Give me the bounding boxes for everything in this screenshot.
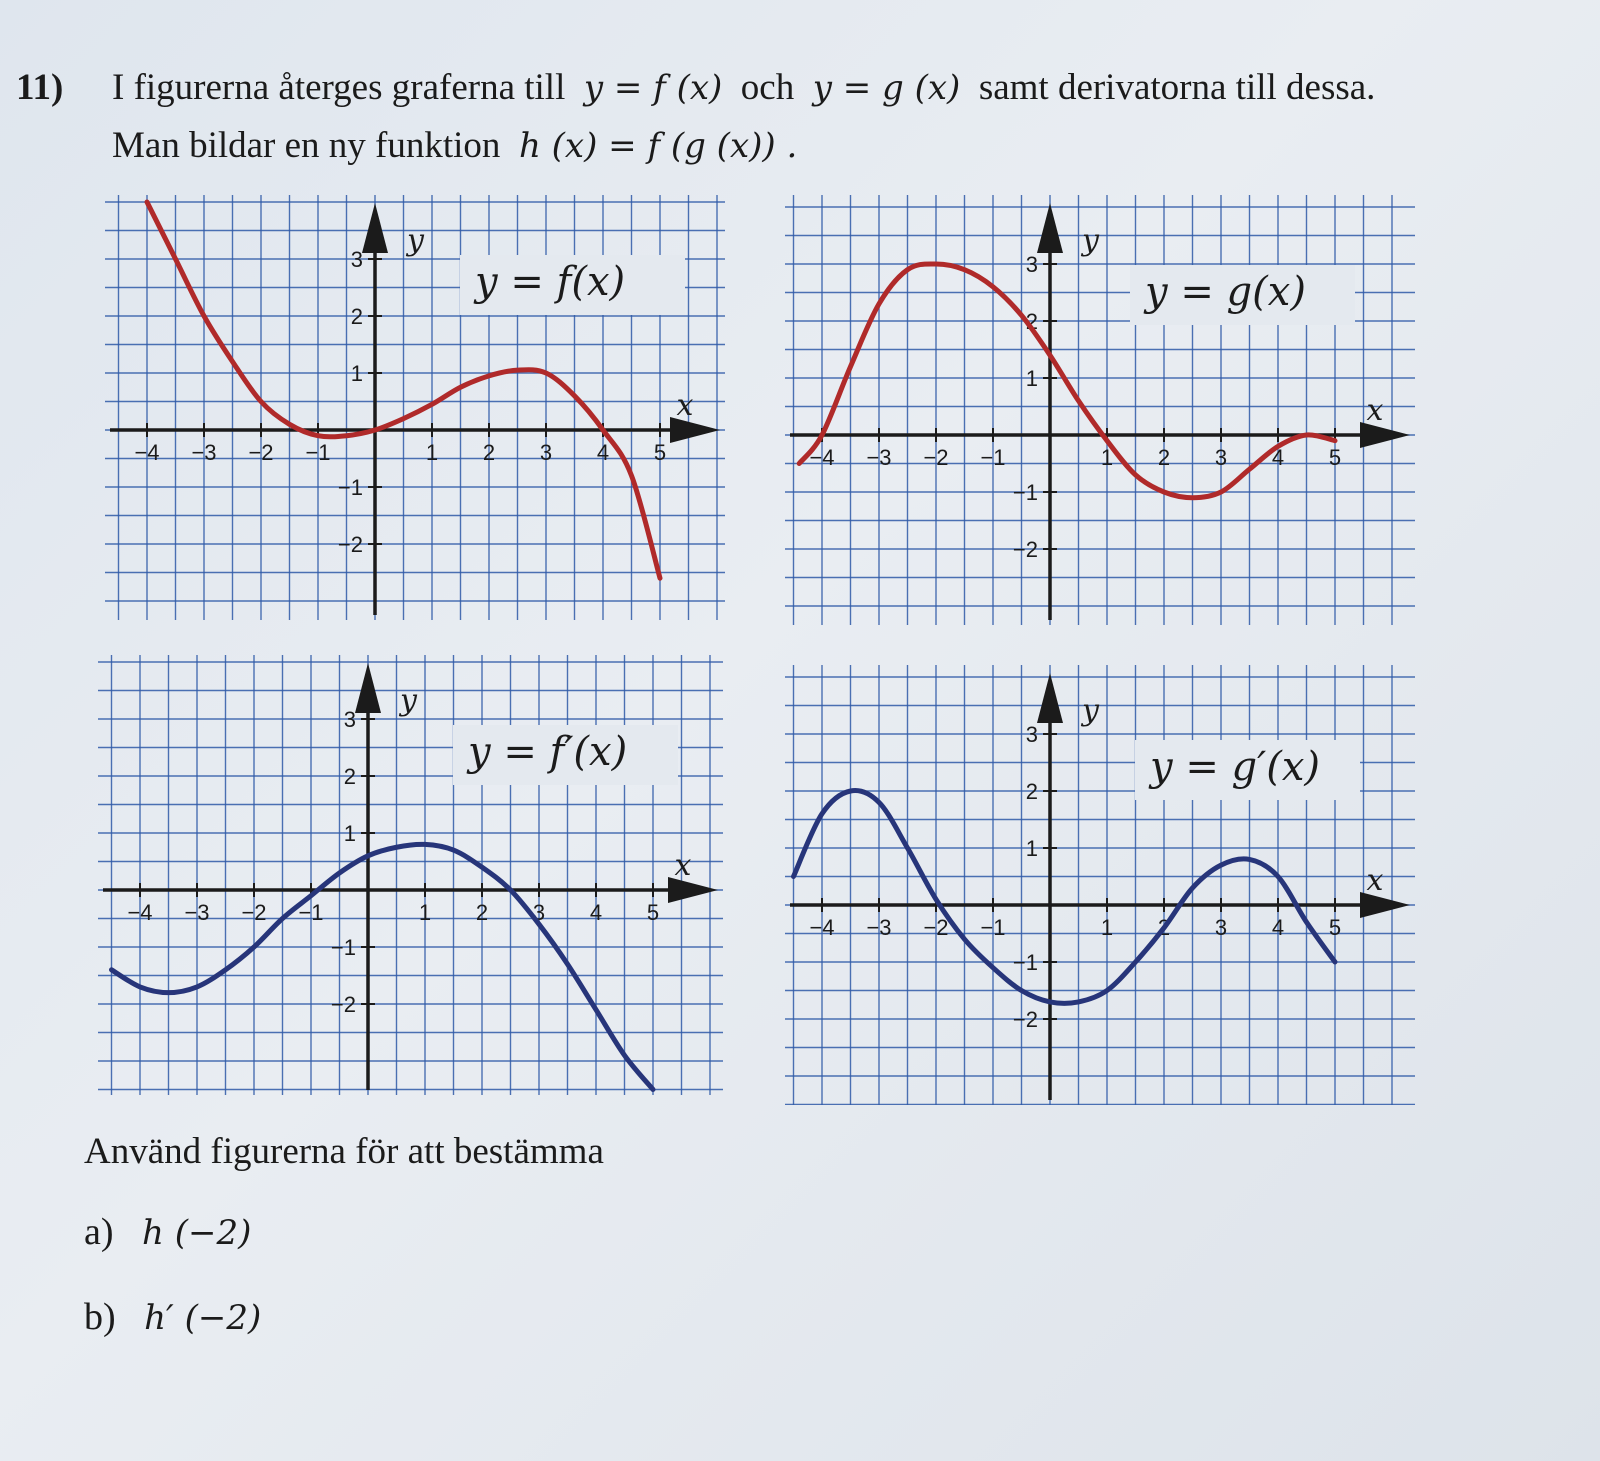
question-a-expr: h (−2) xyxy=(142,1213,252,1253)
x-tick-label: −2 xyxy=(241,900,267,925)
y-axis-arrow xyxy=(362,203,388,253)
line1-prefix: I figurerna återges graferna till xyxy=(112,67,566,108)
y-tick-label: −1 xyxy=(1012,950,1038,975)
x-tick-label: 4 xyxy=(596,440,610,465)
x-tick-label: 2 xyxy=(1157,915,1171,940)
x-tick-label: 3 xyxy=(1214,445,1228,470)
expr-g: y = g (x) xyxy=(812,68,961,108)
y-tick-label: 3 xyxy=(1025,722,1038,747)
y-tick-label: −1 xyxy=(337,475,363,500)
plot-g xyxy=(785,195,1415,625)
y-axis-arrow xyxy=(1037,203,1063,253)
plot-f-prime xyxy=(98,655,723,1095)
curve-series xyxy=(794,791,1336,1004)
x-tick-label: 1 xyxy=(1100,445,1114,470)
x-tick-label: 3 xyxy=(539,440,553,465)
y-tick-label: 2 xyxy=(343,764,356,789)
equation-label: y = f(x) xyxy=(475,259,626,305)
y-tick-label: −2 xyxy=(330,992,356,1017)
x-tick-label: −2 xyxy=(248,440,274,465)
expr-h: h (x) = f (g (x)) . xyxy=(518,126,798,166)
question-b-label: b) xyxy=(84,1296,116,1338)
x-tick-label: 4 xyxy=(1271,915,1285,940)
expr-f: y = f (x) xyxy=(583,68,723,108)
problem-line-1 xyxy=(112,66,1375,109)
grid xyxy=(785,195,1415,625)
y-tick-label: −2 xyxy=(1012,1007,1038,1032)
x-tick-label: 1 xyxy=(1100,915,1114,940)
y-tick-label: 2 xyxy=(1025,309,1038,334)
y-axis-label: y xyxy=(1082,693,1099,728)
x-tick-label: 3 xyxy=(532,900,546,925)
x-tick-label: 5 xyxy=(1328,915,1342,940)
x-tick-label: −1 xyxy=(980,915,1006,940)
grid xyxy=(785,665,1415,1105)
x-tick-label: −3 xyxy=(866,915,892,940)
y-tick-label: 1 xyxy=(1025,836,1038,861)
x-tick-label: −1 xyxy=(298,900,324,925)
y-tick-label: 3 xyxy=(1025,252,1038,277)
y-axis-arrow xyxy=(1037,673,1063,723)
x-tick-label: 5 xyxy=(653,440,667,465)
x-tick-label: 1 xyxy=(425,440,439,465)
question-a xyxy=(84,1210,251,1254)
curve-series xyxy=(112,844,654,1089)
y-tick-label: 3 xyxy=(350,247,363,272)
problem-number: 11) xyxy=(16,67,64,108)
x-axis-label: x xyxy=(674,848,692,883)
y-tick-label: −1 xyxy=(1012,480,1038,505)
x-tick-label: −3 xyxy=(184,900,210,925)
x-tick-label: −4 xyxy=(809,915,835,940)
y-axis-label: y xyxy=(407,223,424,258)
y-tick-label: 1 xyxy=(343,821,356,846)
x-tick-label: −1 xyxy=(980,445,1006,470)
plot-f xyxy=(105,195,725,620)
x-tick-label: 1 xyxy=(418,900,432,925)
x-tick-label: 5 xyxy=(646,900,660,925)
x-tick-label: −2 xyxy=(923,915,949,940)
x-tick-label: −4 xyxy=(127,900,153,925)
y-axis-label: y xyxy=(400,683,417,718)
y-tick-label: −2 xyxy=(1012,537,1038,562)
equation-label: y = g(x) xyxy=(1145,269,1306,315)
question-b xyxy=(84,1295,261,1339)
x-tick-label: −4 xyxy=(134,440,160,465)
y-tick-label: 2 xyxy=(350,304,363,329)
x-tick-label: 4 xyxy=(1271,445,1285,470)
problem-line-2 xyxy=(112,124,797,167)
x-tick-label: 2 xyxy=(482,440,496,465)
equation-label: y = g′(x) xyxy=(1150,744,1320,790)
y-tick-label: −1 xyxy=(330,935,356,960)
y-axis-label: y xyxy=(1082,223,1099,258)
x-tick-label: 5 xyxy=(1328,445,1342,470)
plot-g-prime xyxy=(785,665,1415,1105)
x-tick-label: −2 xyxy=(923,445,949,470)
y-axis-arrow xyxy=(355,663,381,713)
y-tick-label: 1 xyxy=(1025,366,1038,391)
instructions: Använd figurerna för att bestämma xyxy=(84,1131,604,1172)
word-och: och xyxy=(740,67,795,108)
x-axis-label: x xyxy=(1366,393,1384,428)
y-tick-label: 2 xyxy=(1025,779,1038,804)
grid xyxy=(98,655,723,1095)
x-tick-label: −4 xyxy=(809,445,835,470)
x-tick-label: 2 xyxy=(1157,445,1171,470)
question-b-expr: h′ (−2) xyxy=(144,1298,262,1338)
y-tick-label: 1 xyxy=(350,361,363,386)
y-tick-label: −2 xyxy=(337,532,363,557)
x-axis-label: x xyxy=(1366,863,1384,898)
y-tick-label: 3 xyxy=(343,707,356,732)
equation-label: y = f′(x) xyxy=(468,729,628,775)
x-axis-label: x xyxy=(676,388,694,423)
x-tick-label: 3 xyxy=(1214,915,1228,940)
question-a-label: a) xyxy=(84,1211,114,1253)
x-tick-label: 2 xyxy=(475,900,489,925)
x-tick-label: −3 xyxy=(866,445,892,470)
x-tick-label: −1 xyxy=(305,440,331,465)
x-tick-label: −3 xyxy=(191,440,217,465)
line1-suffix: samt derivatorna till dessa. xyxy=(978,67,1376,108)
x-tick-label: 4 xyxy=(589,900,603,925)
line2-prefix: Man bildar en ny funktion xyxy=(112,125,501,166)
